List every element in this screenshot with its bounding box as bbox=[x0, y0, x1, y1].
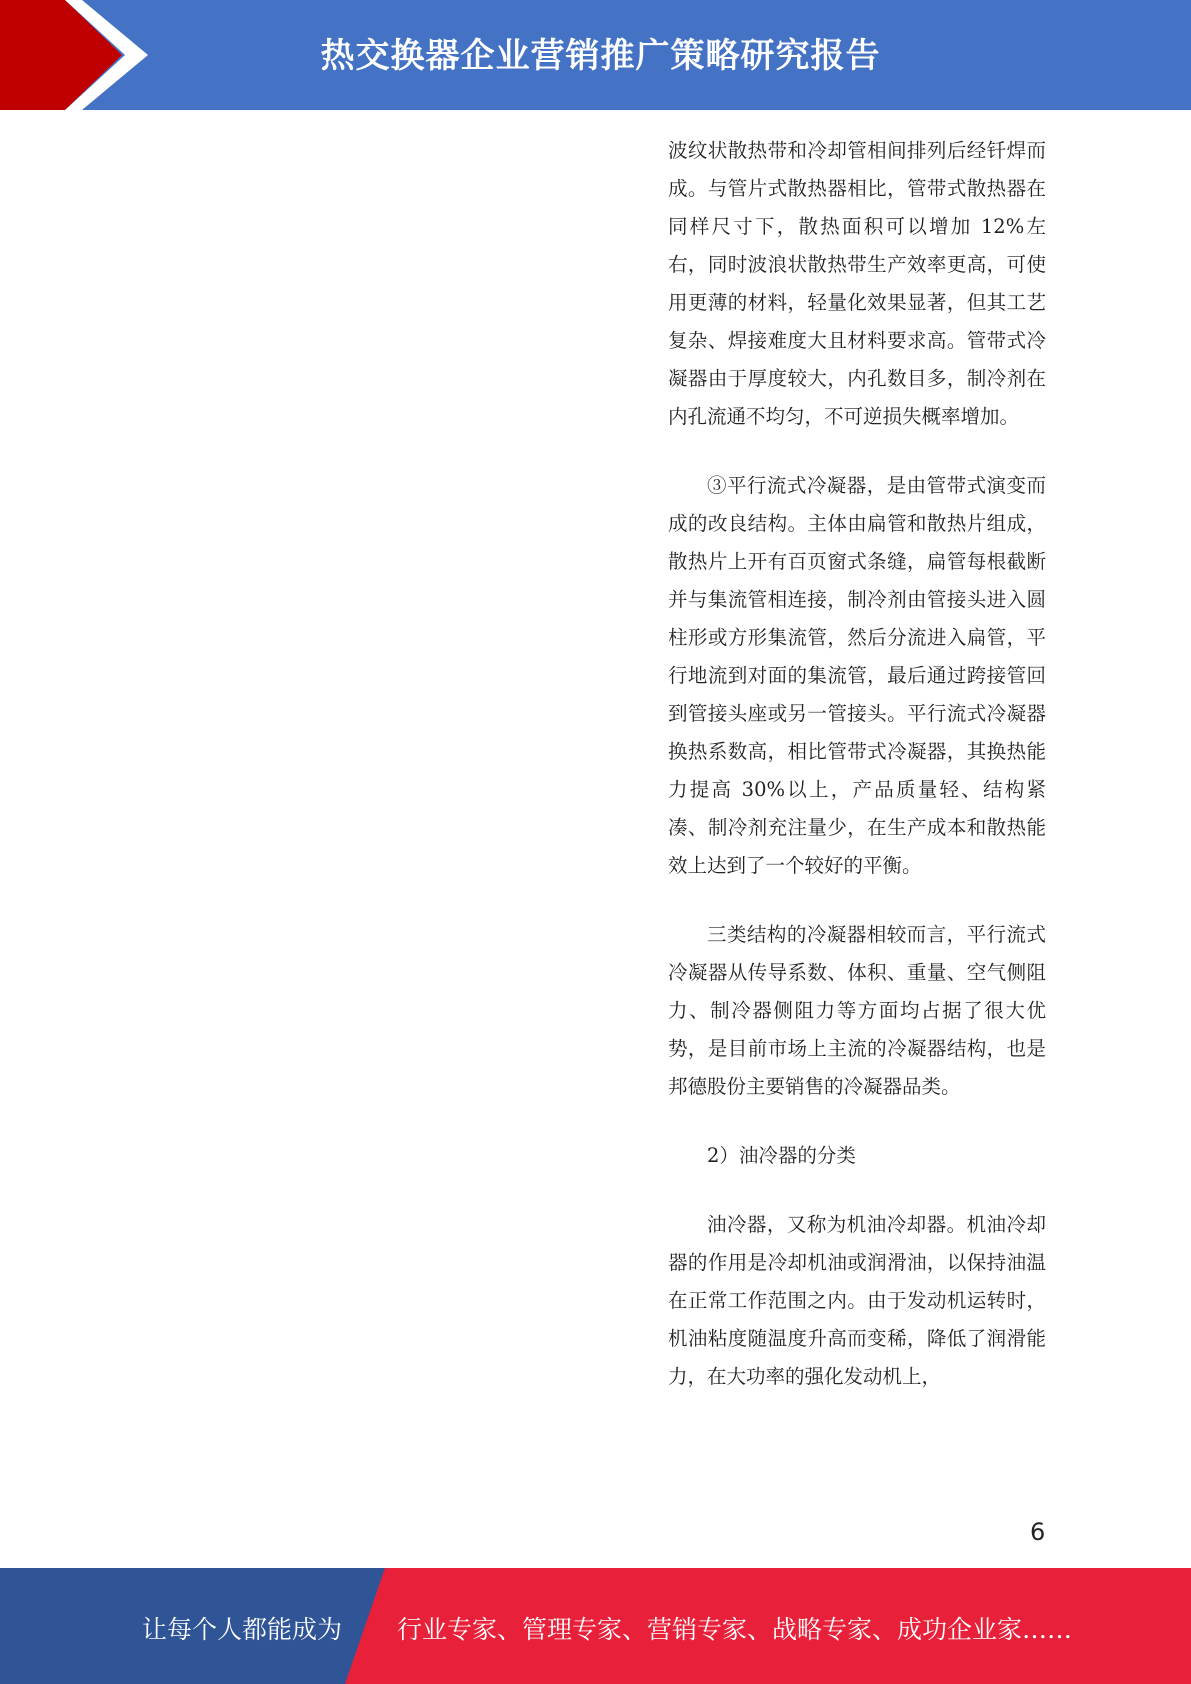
page-footer bbox=[0, 1568, 1191, 1684]
paragraph: 波纹状散热带和冷却管相间排列后经钎焊而成。与管片式散热器相比，管带式散热器在同样尺寸下，散热面积可以增加 12%左右，同时波浪状散热带生产效率更高，可使用更薄的材料，轻量化效果显著，但其工艺复杂、焊接难度大且材料要求高。管带式冷凝器由于厚度较大，内孔数目多，制冷剂在内孔流通不均匀，不可逆损失概率增加。 bbox=[668, 139, 1046, 428]
paragraph: 油冷器，又称为机油冷却器。机油冷却器的作用是冷却机油或润滑油，以保持油温在正常工作范围之内。由于发动机运转时，机油粘度随温度升高而变稀，降低了润滑能力，在大功率的强化发动机上， bbox=[668, 1213, 1046, 1388]
paragraph: 三类结构的冷凝器相较而言，平行流式冷凝器从传导系数、体积、重量、空气侧阻力、制冷器侧阻力等方面均占据了很大优势，是目前市场上主流的冷凝器结构，也是邦德股份主要销售的冷凝器品类。 bbox=[668, 923, 1046, 1098]
header-title: 热交换器企业营销推广策略研究报告 bbox=[320, 36, 881, 76]
paragraph: ③平行流式冷凝器，是由管带式演变而成的改良结构。主体由扁管和散热片组成，散热片上开有百页窗式条缝，扁管每根截断并与集流管相连接，制冷剂由管接头进入圆柱形或方形集流管，然后分流进入扁管，平行地流到对面的集流管，最后通过跨接管回到管接头座或另一管接头。平行流式冷凝器换热系数高，相比管带式冷凝器，其换热能力提高 30%以上，产品质量轻、结构紧凑、制冷剂充注量少，在生产成本和散热能效上达到了一个较好的平衡。 bbox=[668, 474, 1046, 877]
page-header bbox=[0, 0, 1191, 110]
footer-slogan-right: 行业专家、管理专家、营销专家、战略专家、成功企业家…… bbox=[397, 1615, 1073, 1644]
section-subheading: 2）油冷器的分类 bbox=[707, 1144, 856, 1167]
footer-slogan-left: 让每个人都能成为 bbox=[142, 1615, 343, 1644]
body-text bbox=[668, 132, 1046, 1427]
page-number: 6 bbox=[1030, 1518, 1046, 1546]
